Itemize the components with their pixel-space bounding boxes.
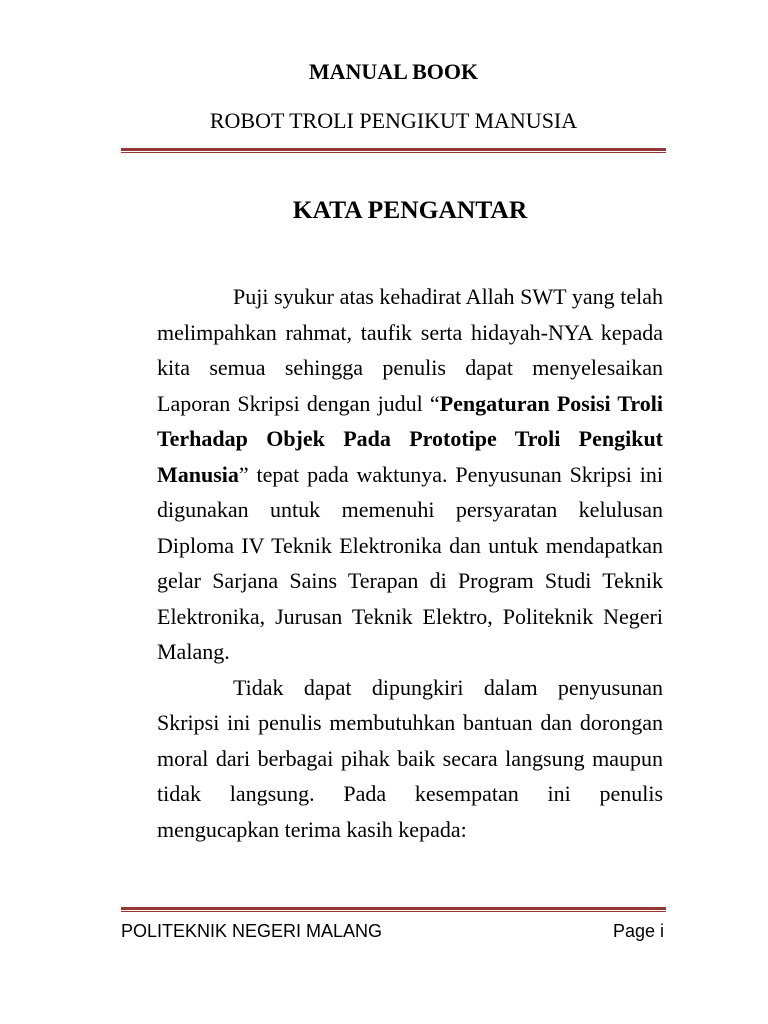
line-text: ” tepat pada waktunya. Penyusunan Skripsi ini (238, 461, 663, 487)
line-text: Puji syukur atas kehadirat Allah SWT yang telah (233, 284, 663, 309)
body-line (157, 741, 663, 777)
body-line (157, 457, 663, 493)
footer-page-number: Page i (612, 921, 664, 941)
line-text: digunakan untuk memenuhi persyaratan kelulusan (157, 497, 663, 522)
header-divider (121, 148, 666, 153)
line-bold-text: Manusia (157, 461, 239, 487)
line-text: mengucapkan terima kasih kepada: (157, 816, 467, 842)
manual-title: MANUAL BOOK (308, 59, 479, 84)
header-divider-thick-line (121, 148, 666, 151)
line-text: moral dari berbagai pihak baik secara langsung maupun (157, 745, 663, 771)
footer-divider (121, 907, 666, 912)
manual-subtitle: ROBOT TROLI PENGIKUT MANUSIA (209, 108, 578, 133)
line-text: Malang. (157, 639, 230, 664)
header-divider-thin-line (121, 152, 666, 153)
body-text (157, 279, 663, 847)
body-line (157, 812, 663, 848)
paragraph (157, 670, 663, 848)
body-line (157, 386, 663, 422)
line-text: Diploma IV Teknik Elektronika dan untuk mendapatkan (157, 532, 663, 558)
line-bold-text: Terhadap Objek Pada Prototipe Troli Pengikut (157, 426, 663, 451)
line-text: gelar Sarjana Sains Terapan di Program Studi Teknik (157, 568, 663, 593)
section-title: KATA PENGANTAR (292, 195, 528, 224)
body-line (157, 776, 663, 812)
body-line (157, 528, 663, 564)
line-text: tidak langsung. Pada kesempatan ini penulis (157, 781, 663, 806)
line-text: Tidak dapat dipungkiri dalam penyusunan (233, 674, 663, 700)
footer-institution: POLITEKNIK NEGERI MALANG (121, 921, 383, 941)
body-line (157, 634, 663, 670)
body-line (157, 705, 663, 741)
body-line (157, 599, 663, 635)
body-line (157, 279, 663, 315)
line-text: Laporan Skripsi dengan judul “ (157, 390, 440, 416)
line-bold-text: Pengaturan Posisi Troli (439, 390, 663, 416)
line-text: Skripsi ini penulis membutuhkan bantuan dan dorongan (157, 710, 663, 735)
body-line (157, 670, 663, 706)
body-line (157, 492, 663, 528)
footer-divider-thin-line (121, 911, 666, 912)
paragraph (157, 279, 663, 670)
footer-divider-thick-line (121, 907, 666, 910)
line-text: melimpahkan rahmat, taufik serta hidayah-NYA kepada (157, 319, 663, 345)
body-line (157, 315, 663, 351)
line-text: Elektronika, Jurusan Teknik Elektro, Politeknik Negeri (157, 603, 663, 629)
body-line (157, 421, 663, 457)
body-line (157, 563, 663, 599)
line-text: kita semua sehingga penulis dapat menyelesaikan (157, 355, 663, 380)
body-line (157, 350, 663, 386)
